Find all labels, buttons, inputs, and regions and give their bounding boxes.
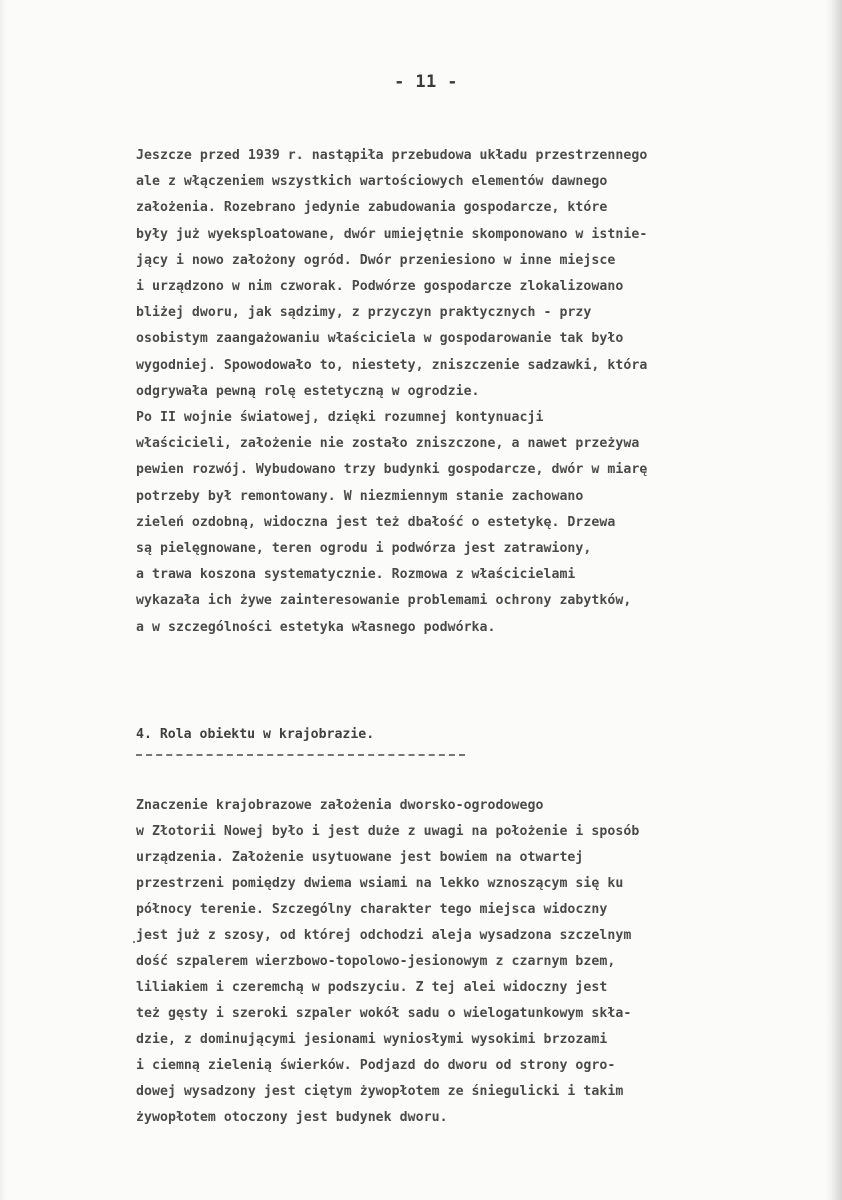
text-line: dowej wysadzony jest ciętym żywopłotem ze śniegulicki i takim — [136, 1084, 624, 1099]
page-edge-shadow-left — [0, 0, 6, 1200]
text-line: bliżej dworu, jak sądzimy, z przyczyn praktycznych - przy — [136, 305, 592, 321]
text-line: Po II wojnie światowej, dzięki rozumnej kontynuacji — [136, 410, 544, 425]
text-line: potrzeby był remontowany. W niezmiennym stanie zachowano — [136, 488, 584, 504]
text-line: zieleń ozdobną, widoczna jest też dbałość o estetykę. Drzewa — [136, 514, 616, 530]
text-line: przestrzeni pomiędzy dwiema wsiami na lekko wznoszącym się ku — [136, 876, 624, 891]
text-line: Znaczenie krajobrazowe założenia dworsko-ogrodowego — [136, 798, 544, 813]
text-line: ale z włączeniem wszystkich wartościowych elementów dawnego — [136, 174, 608, 190]
text-line: a trawa koszona systematycznie. Rozmowa z właścicielami — [136, 567, 576, 583]
text-line: i urządzono w nim czworak. Podwórze gospodarcze zlokalizowano — [136, 279, 624, 294]
margin-dot — [133, 941, 135, 943]
text-line: Jeszcze przed 1939 r. nastąpiła przebudowa układu przestrzennego — [136, 148, 648, 163]
page-number: - 11 - — [394, 72, 458, 92]
heading-underline — [136, 754, 465, 756]
text-line: i ciemną zielenią świerków. Podjazd do dworu od strony ogro- — [136, 1058, 616, 1073]
text-line: odgrywała pewną rolę estetyczną w ogrodzie. — [136, 383, 480, 399]
text-line: urządzenia. Założenie usytuowane jest bowiem na otwartej — [136, 850, 584, 865]
text-line: jest już z szosy, od której odchodzi aleja wysadzona szczelnym — [136, 928, 632, 943]
text-line: liliakiem i czeremchą w podszyciu. Z tej alei widoczny jest — [136, 980, 608, 995]
text-line: właścicieli, założenie nie zostało zniszczone, a nawet przeżywa — [136, 436, 640, 452]
page-edge-shadow-right — [826, 0, 842, 1200]
text-line: jący i nowo założony ogród. Dwór przeniesiono w inne miejsce — [136, 252, 616, 268]
text-line: żywopłotem otoczony jest budynek dworu. — [136, 1110, 448, 1125]
text-line: są pielęgnowane, teren ogrodu i podwórza jest zatrawiony, — [136, 541, 592, 556]
text-line: wygodniej. Spowodowało to, niestety, zniszczenie sadzawki, która — [136, 357, 648, 373]
text-line: też gęsty i szeroki szpaler wokół sadu o wielogatunkowym skła- — [136, 1006, 632, 1021]
text-line: w Złotorii Nowej było i jest duże z uwagi na położenie i sposób — [136, 824, 640, 839]
text-line: pewien rozwój. Wybudowano trzy budynki gospodarcze, dwór w miarę — [136, 462, 648, 478]
text-line: dzie, z dominującymi jesionami wyniosłymi wysokimi brzozami — [136, 1032, 608, 1047]
text-line: były już wyeksploatowane, dwór umiejętnie skomponowano w istnie- — [136, 226, 648, 242]
text-line: dość szpalerem wierzbowo-topolowo-jesionowym z czarnym bzem, — [136, 954, 616, 969]
text-line: osobistym zaangażowaniu właściciela w gospodarowanie tak było — [136, 331, 624, 347]
section-2-heading: 4. Rola obiektu w krajobrazie. — [136, 727, 375, 742]
text-line: północy terenie. Szczególny charakter tego miejsca widoczny — [136, 902, 608, 917]
text-line: założenia. Rozebrano jedynie zabudowania gospodarcze, które — [136, 200, 608, 216]
text-line: a w szczególności estetyka własnego podwórka. — [136, 619, 496, 635]
text-line: wykazała ich żywe zainteresowanie problemami ochrony zabytków, — [136, 593, 632, 609]
